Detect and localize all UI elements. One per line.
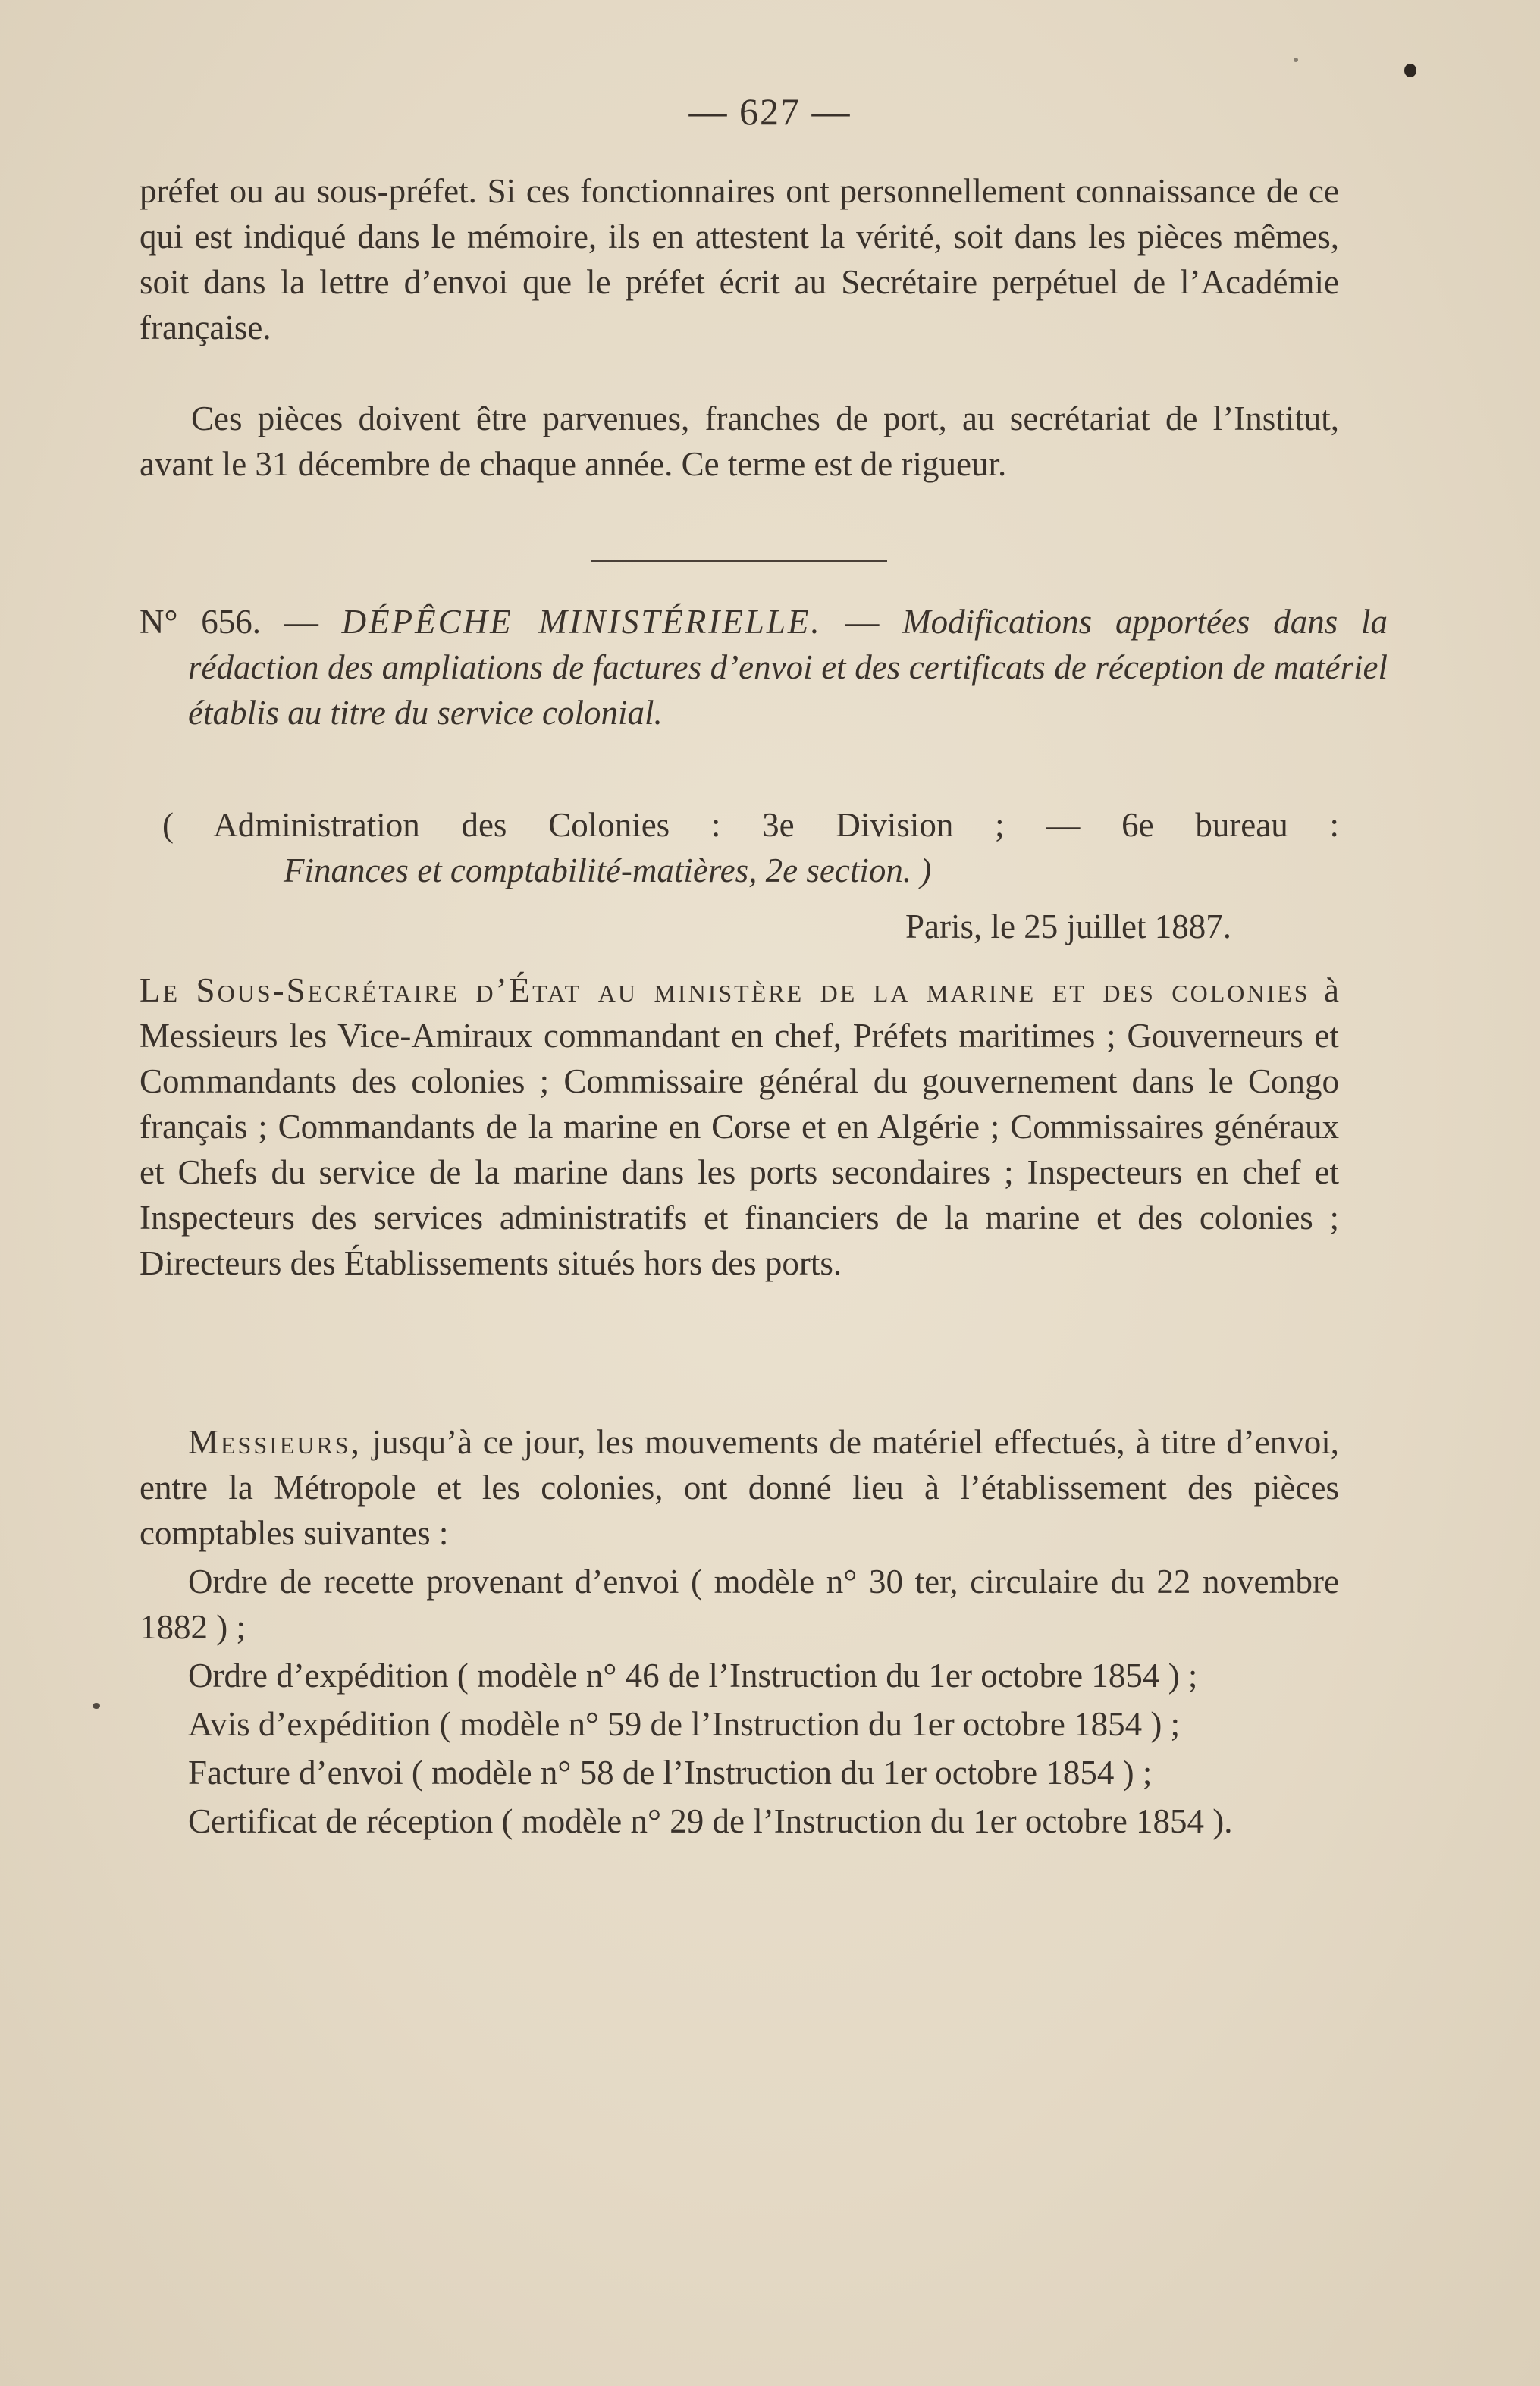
intro-paragraph-2-text: Ces pièces doivent être parvenues, franches de port, au secrétariat de l’Institut, avant le 31 décembre de chaque année. Ce terme est de rigueur. xyxy=(140,400,1339,483)
ink-speck xyxy=(1404,64,1416,77)
dispatch-date: Paris, le 25 juillet 1887. xyxy=(905,908,1231,945)
address-recipients: à Messieurs les Vice-Amiraux commandant en chef, Préfets maritimes ; Gouverneurs et Commandants des colonies ; Commissaire général du gouvernement dans le Congo français ; Commandants de la marine en Corse et en Algérie ; Commissaires généraux et Chefs du service de la marine dans les ports secondaires ; Inspecteurs en chef et Inspecteurs des services administratifs et financiers de la marine et des colonies ; Directeurs des Établissements situés hors des ports. xyxy=(140,971,1340,1282)
address-block xyxy=(140,967,1339,1286)
administration-reference xyxy=(140,802,1339,893)
dispatch-number: N° 656. — xyxy=(140,603,342,641)
ink-speck xyxy=(93,1703,100,1709)
list-item: Facture d’envoi ( modèle n° 58 de l’Instruction du 1er octobre 1854 ) ; xyxy=(188,1754,1153,1792)
administration-line-1: ( Administration des Colonies : 3e Division ; — 6e bureau : xyxy=(162,806,1339,844)
intro-paragraph-2 xyxy=(140,396,1339,487)
salutation: Messieurs, xyxy=(188,1423,362,1461)
intro-paragraph-1-text: préfet ou au sous-préfet. Si ces fonctionnaires ont personnellement connaissance de ce qui est indiqué dans le mémoire, ils en attestent la vérité, soit dans les pièces mêmes, soit dans la lettre d’envoi que le préfet écrit au Secrétaire perpétuel de l’Académie française. xyxy=(140,172,1339,346)
dispatch-subject: Modifications apportées dans la rédaction des ampliations de factures d’envoi et des certificats de réception de matériel établis au titre du service colonial. xyxy=(188,603,1388,732)
list-item: Ordre de recette provenant d’envoi ( modèle n° 30 ter, circulaire du 22 novembre 1882 ) ; xyxy=(140,1563,1339,1646)
section-divider xyxy=(591,560,887,562)
list-item: Ordre d’expédition ( modèle n° 46 de l’Instruction du 1er octobre 1854 ) ; xyxy=(188,1657,1198,1695)
ink-speck xyxy=(1294,58,1298,62)
administration-line-2: Finances et comptabilité-matières, 2e section. ) xyxy=(284,851,932,889)
page-number: — 627 — xyxy=(688,90,852,133)
dispatch-title: DÉPÊCHE MINISTÉRIELLE. xyxy=(341,603,822,641)
dispatch-heading xyxy=(140,599,1388,735)
list-item: Avis d’expédition ( modèle n° 59 de l’Instruction du 1er octobre 1854 ) ; xyxy=(188,1705,1181,1743)
body-paragraph-1-text: jusqu’à ce jour, les mouvements de matériel effectués, à titre d’envoi, entre la Métropole et les colonies, ont donné lieu à l’établissement des pièces comptables suivantes : xyxy=(140,1423,1339,1552)
intro-paragraph-1 xyxy=(140,168,1339,350)
letter-body xyxy=(140,1419,1339,1847)
list-item: Certificat de réception ( modèle n° 29 de l’Instruction du 1er octobre 1854 ). xyxy=(188,1802,1233,1840)
address-sender: Le Sous-Secrétaire d’État au ministère de la marine et des colonies xyxy=(140,971,1310,1009)
dispatch-separator: — xyxy=(821,603,903,641)
body-paragraph-1 xyxy=(140,1419,1339,1556)
